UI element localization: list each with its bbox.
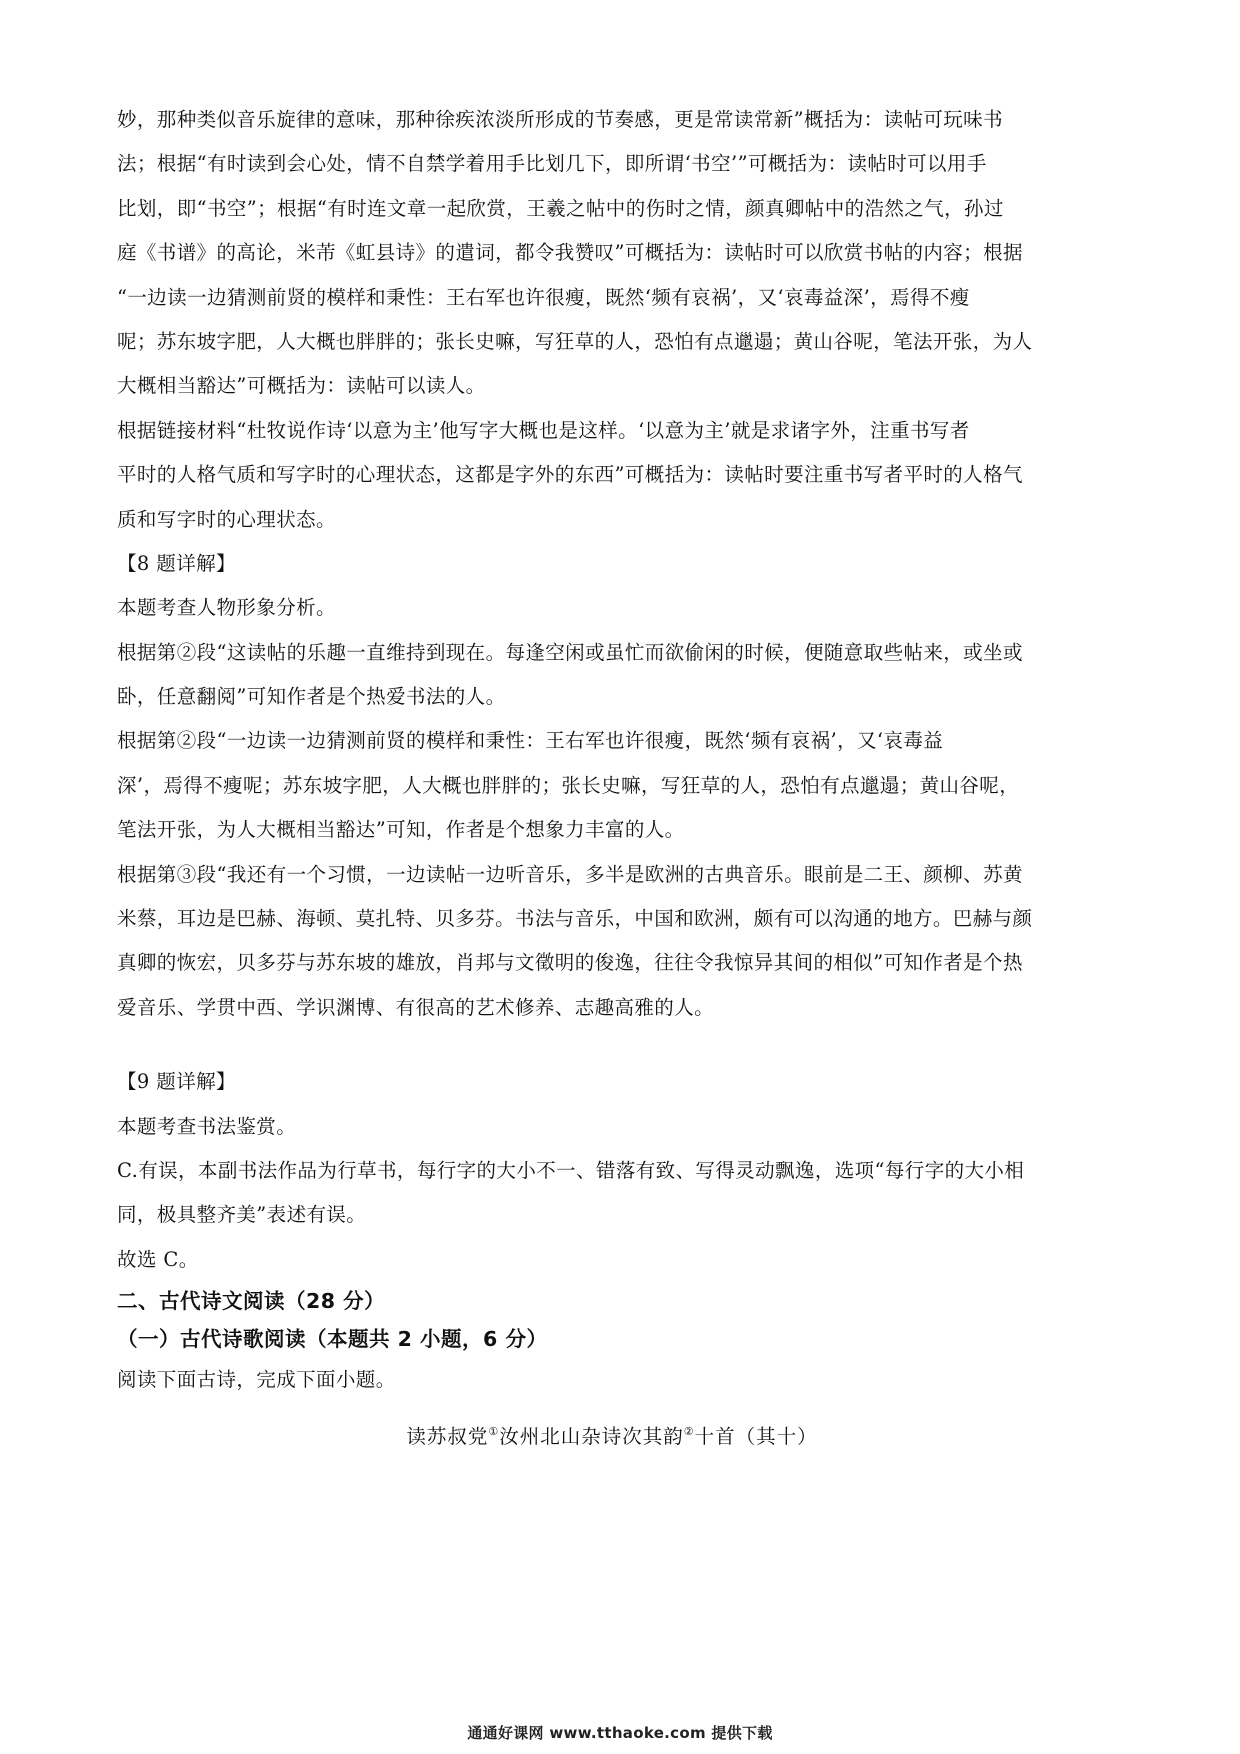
- text-line: 大概相当豁达”可概括为：读帖可以读人。: [117, 374, 486, 398]
- text-line: 根据第②段“这读帖的乐趣一直维持到现在。每逢空闲或虽忙而欲偷闲的时候，便随意取些帖来，或坐或: [117, 640, 1023, 664]
- section-title: 二、古代诗文阅读（28 分）: [117, 1289, 386, 1314]
- text-line: “一边读一边猜测前贤的模样和秉性：王右军也许很瘦，既然‘频有哀祸’，又‘哀毒益深’，焉得不瘦: [117, 285, 970, 309]
- poem-title-part: 十首（其十）: [694, 1424, 818, 1448]
- subsection-title: （一）古代诗歌阅读（本题共 2 小题，6 分）: [117, 1327, 548, 1352]
- footnote-marker: ①: [488, 1424, 500, 1438]
- question-9-heading: 【9 题详解】: [117, 1070, 236, 1094]
- page-footer: 通通好课网 www.tthaoke.com 提供下载: [467, 1724, 773, 1742]
- text-line: C.有误，本副书法作品为行草书，每行字的大小不一、错落有致、写得灵动飘逸，选项“每行字的大小相: [117, 1158, 1025, 1182]
- text-line: 爱音乐、学贯中西、学识渊博、有很高的艺术修养、志趣高雅的人。: [117, 995, 715, 1019]
- text-line: 深’，焉得不瘦呢；苏东坡字肥，人大概也胖胖的；张长史嘛，写狂草的人，恐怕有点邋遢；黄山谷呢，: [117, 773, 1020, 797]
- text-line: 笔法开张，为人大概相当豁达”可知，作者是个想象力丰富的人。: [117, 818, 685, 842]
- text-line: 法；根据“有时读到会心处，情不自禁学着用手比划几下，即所谓‘书空’”可概括为：读帖时可以用手: [117, 152, 987, 176]
- text-line: 故选 C。: [117, 1247, 199, 1271]
- paragraph-gap: [117, 1030, 1127, 1060]
- poem-title: [97, 1403, 1127, 1461]
- poem-title-part: 读苏叔党: [406, 1424, 489, 1448]
- text-line: 同，极具整齐美”表述有误。: [117, 1203, 367, 1227]
- text-line: 卧，任意翻阅”可知作者是个热爱书法的人。: [117, 685, 506, 709]
- text-line: 呢；苏东坡字肥，人大概也胖胖的；张长史嘛，写狂草的人，恐怕有点邋遢；黄山谷呢，笔法开张，为人: [117, 329, 1033, 353]
- text-line: 妙，那种类似音乐旋律的意味，那种徐疾浓淡所形成的节奏感，更是常读常新”概括为：读帖可玩味书: [117, 108, 1003, 131]
- text-line: 根据链接材料“杜牧说作诗‘以意为主’他写字大概也是这样。‘以意为主’就是求诸字外，注重书写者: [117, 418, 970, 442]
- text-line: 根据第②段“一边读一边猜测前贤的模样和秉性：王右军也许很瘦，既然‘频有哀祸’，又‘哀毒益: [117, 729, 944, 753]
- text-line: 本题考查人物形象分析。: [117, 596, 336, 620]
- footnote-marker: ②: [683, 1424, 695, 1438]
- text-line: 根据第③段“我还有一个习惯，一边读帖一边听音乐，多半是欧洲的古典音乐。眼前是二王、颜柳、苏黄: [117, 862, 1023, 886]
- text-line: 平时的人格气质和写字时的心理状态，这都是字外的东西”可概括为：读帖时要注重书写者平时的人格气: [117, 463, 1023, 487]
- document-body: [117, 98, 1127, 1461]
- text-line: 质和写字时的心理状态。: [117, 507, 336, 531]
- text-line: 本题考查书法鉴赏。: [117, 1114, 297, 1138]
- text-line: 比划，即“书空”；根据“有时连文章一起欣赏，王羲之帖中的伤时之情，颜真卿帖中的浩然之气，孙过: [117, 196, 1004, 220]
- text-line: 米蔡，耳边是巴赫、海顿、莫扎特、贝多芬。书法与音乐，中国和欧洲，颇有可以沟通的地方。巴赫与颜: [117, 907, 1033, 931]
- text-line: 真卿的恢宏，贝多芬与苏东坡的雄放，肖邦与文徵明的俊逸，往往令我惊异其间的相似”可知作者是个热: [117, 951, 1023, 975]
- question-8-heading: 【8 题详解】: [117, 551, 236, 575]
- instruction: 阅读下面古诗，完成下面小题。: [117, 1368, 396, 1392]
- poem-title-part: 汝州北山杂诗次其韵: [499, 1424, 684, 1448]
- text-line: 庭《书谱》的高论，米芾《虹县诗》的遣词，都令我赞叹”可概括为：读帖时可以欣赏书帖的内容；根据: [117, 241, 1023, 265]
